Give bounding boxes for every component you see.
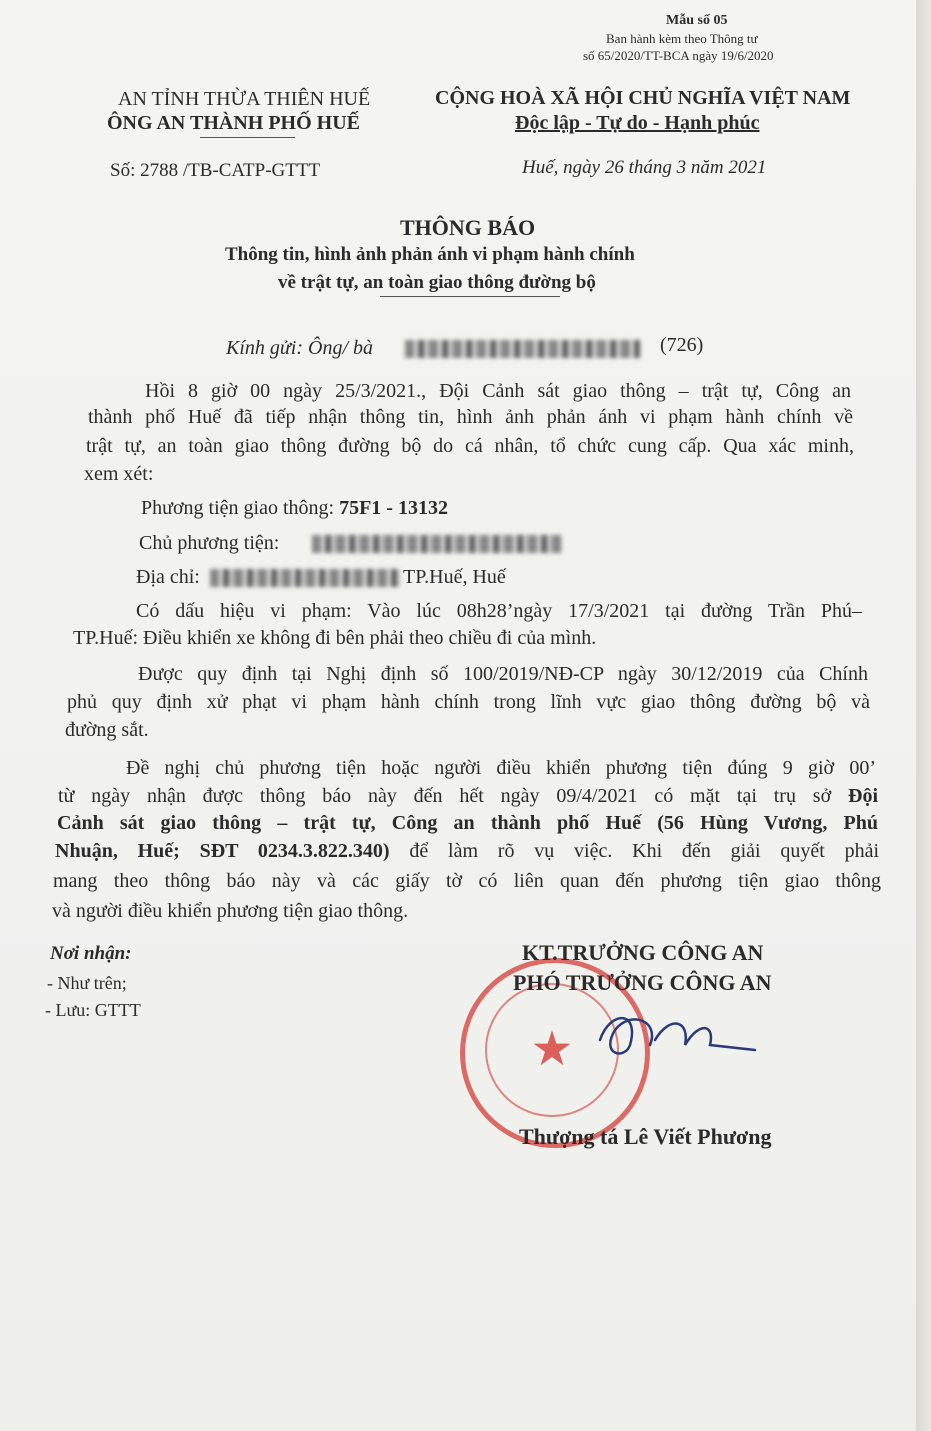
body-paragraph-1-line-4: xem xét:: [84, 463, 154, 485]
request-line-4: Nhuận, Huế; SĐT 0234.3.822.340) để làm rõ vụ việc. Khi đến giải quyết phải: [55, 840, 880, 862]
request-line-5: mang theo thông báo này và các giấy tờ có liên quan đến phương tiện giao thông: [53, 870, 881, 892]
vehicle-label: Phương tiện giao thông:: [141, 497, 340, 519]
page-edge: [916, 0, 931, 1431]
request-line-1: Đề nghị chủ phương tiện hoặc người điều khiển phương tiện đúng 9 giờ 00’: [126, 757, 876, 779]
document-title: THÔNG BÁO: [400, 215, 536, 240]
recipients-label: Nơi nhận:: [50, 943, 132, 964]
seal-star-icon: ★: [530, 1023, 574, 1076]
recipients-item-1: - Như trên;: [47, 973, 127, 993]
recipients-item-2: - Lưu: GTTT: [45, 1000, 141, 1020]
signature-title-2: PHÓ TRƯỞNG CÔNG AN: [513, 970, 772, 995]
vehicle-line: [141, 497, 448, 520]
document-subtitle-1: Thông tin, hình ảnh phản ánh vi phạm hành chính: [225, 244, 635, 265]
form-number: Mẫu số 05: [666, 13, 728, 28]
address-suffix: TP.Huế, Huế: [403, 566, 506, 588]
redacted-address: [210, 569, 400, 587]
document-date: Huế, ngày 26 tháng 3 năm 2021: [522, 157, 767, 178]
owner-label: Chủ phương tiện:: [139, 532, 280, 554]
form-issued-line1: Ban hành kèm theo Thông tư: [606, 31, 758, 46]
agency-line2: ÔNG AN THÀNH PHỐ HUẾ: [107, 112, 360, 134]
nation-motto: Độc lập - Tự do - Hạnh phúc: [515, 112, 760, 134]
redacted-owner-name: [312, 535, 562, 553]
violation-line-2: TP.Huế: Điều khiển xe không đi bên phải theo chiều đi của mình.: [73, 627, 597, 649]
nation-name: CỘNG HOÀ XÃ HỘI CHỦ NGHĨA VIỆT NAM: [435, 87, 851, 109]
signature-title-1: KT.TRƯỞNG CÔNG AN: [522, 940, 764, 965]
signer-name: Thượng tá Lê Viết Phương: [519, 1124, 772, 1149]
redacted-recipient-name: [405, 340, 640, 358]
regulation-line-2: phủ quy định xử phạt vi phạm hành chính trong lĩnh vực giao thông đường bộ và: [67, 691, 870, 713]
address-label: Địa chỉ:: [136, 566, 200, 588]
document-subtitle-2: về trật tự, an toàn giao thông đường bộ: [278, 272, 596, 293]
violation-line-1: Có dấu hiệu vi phạm: Vào lúc 08h28’ngày 17/3/2021 tại đường Trần Phú–: [136, 600, 862, 622]
request-line-2: từ ngày nhận được thông báo này đến hết ngày 09/4/2021 có mặt tại trụ sở Đội: [58, 785, 878, 807]
recipient-label: Kính gửi: Ông/ bà: [226, 337, 374, 359]
request-line-3: Cảnh sát giao thông – trật tự, Công an thành phố Huế (56 Hùng Vương, Phú: [57, 812, 878, 834]
regulation-line-1: Được quy định tại Nghị định số 100/2019/NĐ-CP ngày 30/12/2019 của Chính: [138, 663, 868, 685]
body-paragraph-1-line-2: thành phố Huế đã tiếp nhận thông tin, hình ảnh phản ánh vi phạm hành chính về: [88, 406, 853, 428]
agency-line1: AN TỈNH THỪA THIÊN HUẾ: [118, 88, 371, 110]
recipient-suffix: (726): [660, 334, 704, 356]
agency-underline: [200, 137, 295, 138]
regulation-line-3: đường sắt.: [65, 719, 149, 741]
document-number: Số: 2788 /TB-CATP-GTTT: [110, 160, 321, 181]
body-paragraph-1-line-1: Hồi 8 giờ 00 ngày 25/3/2021., Đội Cảnh sát giao thông – trật tự, Công an: [145, 380, 851, 402]
body-paragraph-1-line-3: trật tự, an toàn giao thông đường bộ do cá nhân, tổ chức cung cấp. Qua xác minh,: [86, 435, 854, 457]
title-underline: [380, 296, 560, 297]
handwritten-signature: [540, 990, 780, 1070]
request-line-6: và người điều khiển phương tiện giao thông.: [52, 900, 409, 922]
vehicle-plate: 75F1 - 13132: [339, 497, 448, 519]
form-issued-line2: số 65/2020/TT-BCA ngày 19/6/2020: [583, 48, 774, 63]
